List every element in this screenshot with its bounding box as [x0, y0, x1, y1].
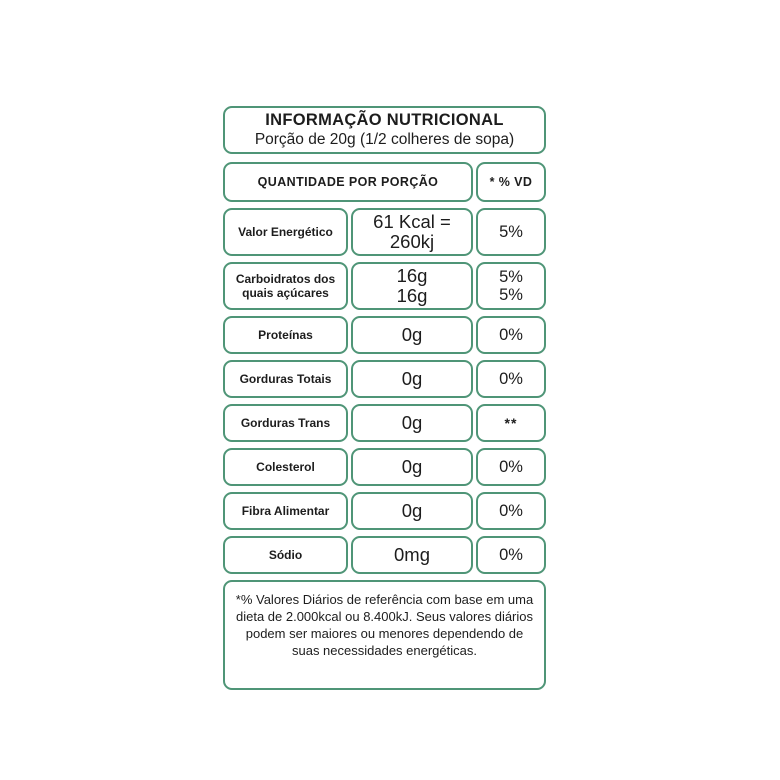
label-header	[223, 106, 546, 154]
nutrient-vd-cell	[476, 404, 546, 442]
label-line: Sódio	[268, 548, 303, 563]
vd-line: 0%	[499, 546, 523, 565]
nutrient-vd-cell	[476, 492, 546, 530]
column-header-row	[223, 162, 546, 202]
vd-line: 0%	[499, 326, 523, 345]
label-line: Colesterol	[256, 460, 315, 475]
nutrient-vd-cell	[476, 536, 546, 574]
vd-line: 0%	[499, 370, 523, 389]
column-header-vd: * % VD	[476, 162, 546, 202]
nutrient-name-cell	[223, 360, 348, 398]
nutrient-value-cell	[351, 208, 473, 256]
label-line: Valor Energético	[238, 225, 333, 240]
column-header-quantity: QUANTIDADE POR PORÇÃO	[223, 162, 473, 202]
value-line: 61 Kcal = 260kj	[373, 211, 451, 253]
value-line: 0g	[401, 456, 423, 478]
nutrient-vd-cell	[476, 316, 546, 354]
nutrient-value-cell	[351, 316, 473, 354]
nutrient-vd-cell	[476, 262, 546, 310]
nutrition-label	[223, 106, 546, 690]
vd-line: 5%	[499, 223, 523, 242]
label-title: INFORMAÇÃO NUTRICIONAL	[265, 111, 504, 129]
nutrient-name-cell	[223, 404, 348, 442]
vd-line: 0%	[499, 458, 523, 477]
label-line: Fibra Alimentar	[241, 504, 330, 519]
value-line: 0g	[401, 500, 423, 522]
value-line: 16g	[396, 285, 428, 307]
nutrient-row	[223, 208, 546, 256]
vd-line: 0%	[499, 502, 523, 521]
serving-size-text: Porção de 20g (1/2 colheres de sopa)	[254, 130, 515, 148]
nutrient-name-cell	[223, 208, 348, 256]
label-line: quais açúcares	[242, 286, 329, 301]
nutrient-vd-cell	[476, 360, 546, 398]
nutrient-vd-cell	[476, 208, 546, 256]
nutrient-row	[223, 360, 546, 398]
value-line: 16g	[396, 265, 428, 287]
vd-line: **	[504, 414, 518, 431]
nutrient-rows	[223, 208, 546, 574]
nutrient-value-cell	[351, 262, 473, 310]
nutrient-row	[223, 492, 546, 530]
vd-line: 5%	[499, 286, 523, 305]
label-line: Carboidratos dos	[235, 272, 336, 287]
nutrient-value-cell	[351, 492, 473, 530]
value-line: 0g	[401, 324, 423, 346]
nutrient-value-cell	[351, 448, 473, 486]
label-line: Gorduras Trans	[240, 416, 331, 431]
nutrient-vd-cell	[476, 448, 546, 486]
daily-values-footnote-box	[223, 580, 546, 690]
label-line: Gorduras Totais	[239, 372, 332, 387]
nutrient-value-cell	[351, 404, 473, 442]
value-line: 0mg	[394, 544, 430, 566]
nutrient-value-cell	[351, 536, 473, 574]
nutrient-name-cell	[223, 492, 348, 530]
nutrient-name-cell	[223, 536, 348, 574]
nutrient-name-cell	[223, 316, 348, 354]
label-line: Proteínas	[258, 328, 313, 343]
nutrient-name-cell	[223, 262, 348, 310]
nutrient-name-cell	[223, 448, 348, 486]
daily-values-footnote-text: *% Valores Diários de referência com base em uma dieta de 2.000kcal ou 8.400kJ. Seus valores diários podem ser maiores ou menores dependendo de suas necessidades energéticas.	[235, 592, 534, 658]
nutrient-row	[223, 262, 546, 310]
vd-line: 5%	[499, 268, 523, 287]
nutrient-value-cell	[351, 360, 473, 398]
nutrient-row	[223, 536, 546, 574]
value-line: 0g	[401, 412, 423, 434]
nutrient-row	[223, 316, 546, 354]
value-line: 0g	[401, 368, 423, 390]
nutrient-row	[223, 404, 546, 442]
nutrient-row	[223, 448, 546, 486]
